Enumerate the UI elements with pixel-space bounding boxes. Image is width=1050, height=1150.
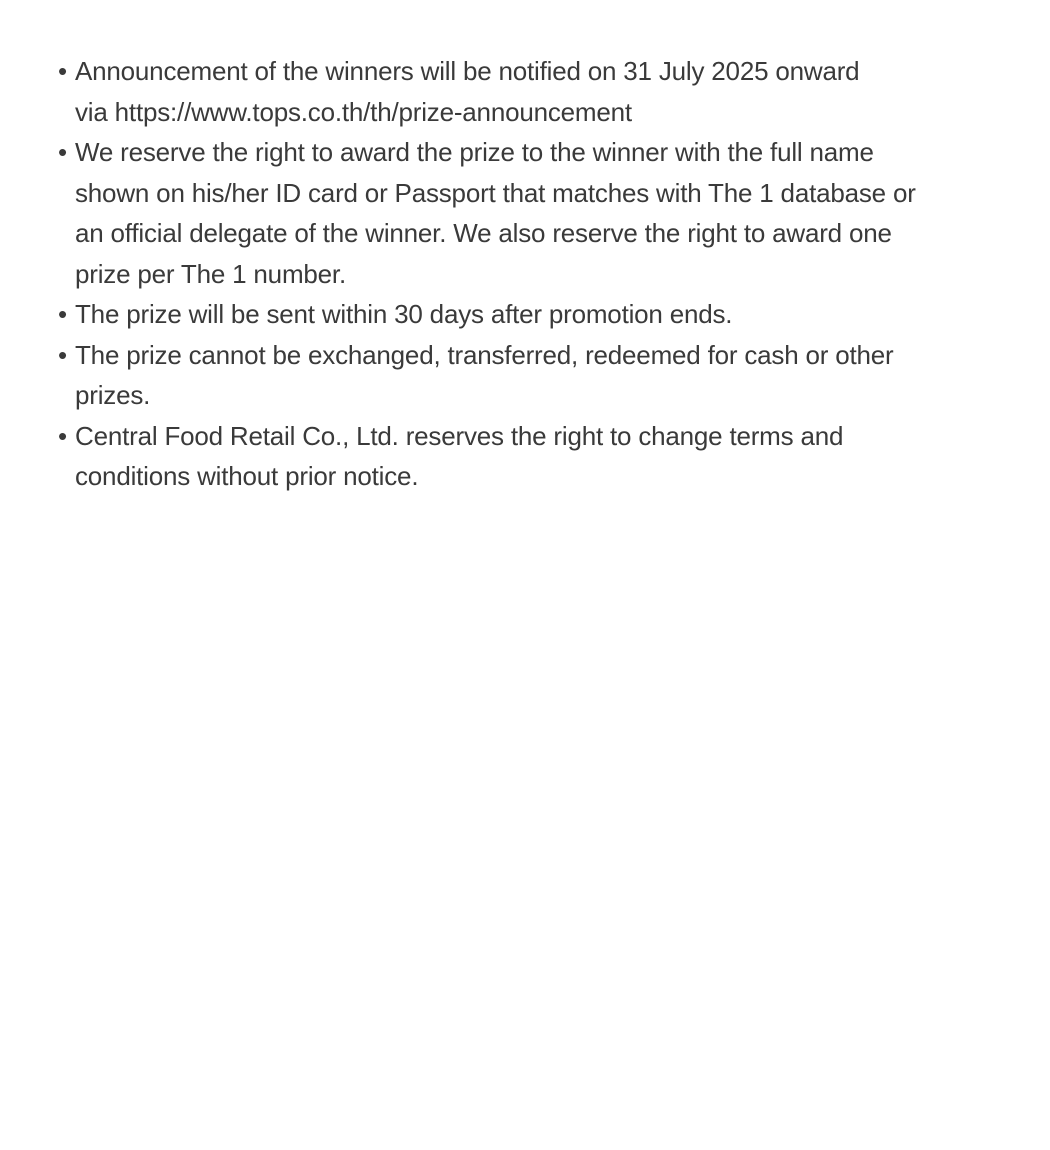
bullet-icon: • <box>58 56 67 86</box>
bullet-icon: • <box>58 137 67 167</box>
bullet-icon: • <box>58 420 67 451</box>
term-item-award-rights <box>58 132 998 294</box>
term-line: via https://www.tops.co.th/th/prize-announcement <box>75 96 632 127</box>
term-line: an official delegate of the winner. We also reserve the right to award one <box>75 218 892 248</box>
term-line: We reserve the right to award the prize to the winner with the full name <box>75 137 874 167</box>
term-line: Central Food Retail Co., Ltd. reserves the right to change terms and <box>75 420 844 451</box>
term-text <box>73 132 998 294</box>
term-text <box>73 416 998 497</box>
term-line: conditions without prior notice. <box>75 461 419 491</box>
term-text <box>73 294 998 335</box>
term-text <box>73 335 998 416</box>
term-item-announcement <box>58 51 998 132</box>
term-item-no-exchange <box>58 335 998 416</box>
term-line: The prize will be sent within 30 days after promotion ends. <box>75 299 733 329</box>
term-line: prize per The 1 number. <box>75 258 346 289</box>
term-item-delivery <box>58 294 998 335</box>
term-item-change-terms <box>58 416 998 497</box>
bullet-icon: • <box>58 339 67 370</box>
term-line: Announcement of the winners will be notified on 31 July 2025 onward <box>75 56 860 86</box>
term-line: prizes. <box>75 380 151 410</box>
term-line: The prize cannot be exchanged, transferred, redeemed for cash or other <box>75 339 894 370</box>
term-text <box>73 51 998 132</box>
terms-list <box>58 51 998 497</box>
term-line: shown on his/her ID card or Passport that matches with The 1 database or <box>75 177 916 208</box>
bullet-icon: • <box>58 299 67 329</box>
